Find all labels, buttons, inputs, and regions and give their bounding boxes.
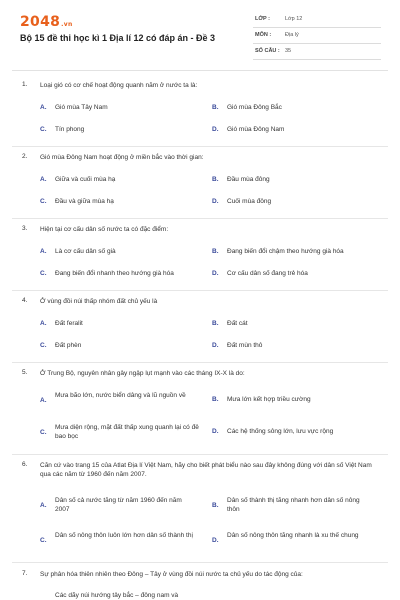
- option-letter: D.: [212, 428, 219, 435]
- option-letter: D.: [212, 126, 219, 133]
- question-divider: [12, 146, 388, 147]
- header-divider: [12, 70, 388, 71]
- logo-main: 2048: [20, 14, 61, 30]
- meta-row-subject: [253, 28, 381, 44]
- meta-value: Lớp 12: [285, 16, 303, 22]
- question-number: 4.: [22, 297, 28, 304]
- option-letter: B.: [212, 396, 219, 403]
- option-letter: A.: [40, 320, 47, 327]
- question-stem: Căn cứ vào trang 15 của Atlat Địa lí Việt Nam, hãy cho biết phát biểu nào sau đây không đúng với dân số Việt Nam qua các năm từ 1960 đến năm 2007.: [40, 462, 372, 478]
- question-2: [12, 153, 388, 213]
- option-text: Đầu mùa đông: [227, 176, 270, 183]
- question-stem: Sự phân hóa thiên nhiên theo Đông – Tây ở vùng đồi núi nước ta chủ yếu do tác động của:: [40, 571, 303, 578]
- option-text: Đất phèn: [55, 342, 82, 349]
- option-letter: A.: [40, 104, 47, 111]
- question-number: 7.: [22, 570, 28, 577]
- option-text: Gió mùa Tây Nam: [55, 104, 108, 111]
- question-4: [12, 297, 388, 357]
- question-divider: [12, 454, 388, 455]
- option-text: Cuối mùa đông: [227, 198, 272, 205]
- option-text: Đầu và giữa mùa hạ: [55, 198, 114, 205]
- option-text: Các hệ thống sông lớn, lưu vực rộng: [227, 428, 334, 435]
- option-text: Tín phong: [55, 126, 85, 133]
- question-stem: Hiện tại cơ cấu dân số nước ta có đặc điểm:: [40, 226, 169, 233]
- site-logo[interactable]: [20, 14, 73, 30]
- meta-value: Địa lý: [285, 32, 299, 38]
- meta-row-count: [253, 44, 381, 60]
- option-text: Dân số nông thôn luôn lớn hơn dân số thành thị: [55, 532, 193, 539]
- option-text: Gió mùa Đông Nam: [227, 126, 285, 133]
- option-letter: C.: [40, 126, 47, 133]
- question-1: [12, 81, 388, 141]
- question-stem: Ở Trung Bộ, nguyên nhân gây ngập lụt mạnh vào các tháng IX-X là do:: [40, 370, 245, 377]
- meta-key: LỚP :: [255, 16, 270, 22]
- option-letter: B.: [212, 176, 219, 183]
- question-divider: [12, 362, 388, 363]
- question-number: 2.: [22, 153, 28, 160]
- option-text: Đất feralit: [55, 320, 83, 327]
- question-number: 5.: [22, 369, 28, 376]
- question-divider: [12, 290, 388, 291]
- option-letter: C.: [40, 270, 47, 277]
- page-title: Bộ 15 đề thi học kì 1 Địa lí 12 có đáp án - Đề 3: [20, 33, 216, 43]
- option-letter: B.: [212, 502, 219, 509]
- option-text: Đang biến đổi nhanh theo hướng già hóa: [55, 270, 174, 277]
- option-letter: B.: [212, 104, 219, 111]
- option-letter: C.: [40, 342, 47, 349]
- option-text: Đất cát: [227, 320, 248, 327]
- option-letter: A.: [40, 176, 47, 183]
- question-divider: [12, 218, 388, 219]
- option-letter: A.: [40, 248, 47, 255]
- option-text: Giữa và cuối mùa hạ: [55, 176, 116, 183]
- option-letter: D.: [212, 198, 219, 205]
- meta-key: SỐ CÂU :: [255, 48, 280, 54]
- question-6: [12, 461, 388, 561]
- option-text: Mưa lớn kết hợp triều cường: [227, 396, 311, 403]
- option-letter: D.: [212, 270, 219, 277]
- option-text: Đang biến đổi chậm theo hướng già hóa: [227, 248, 344, 255]
- question-number: 6.: [22, 461, 28, 468]
- header: [0, 0, 400, 78]
- option-text: Gió mùa Đông Bắc: [227, 104, 282, 111]
- question-number: 1.: [22, 81, 28, 88]
- meta-row-class: [253, 12, 381, 28]
- option-text: Dân số nông thôn tăng nhanh là xu thế chung: [227, 532, 359, 539]
- question-stem: Ở vùng đồi núi thấp nhóm đất chủ yếu là: [40, 298, 158, 305]
- option-text: Cơ cấu dân số đang trẻ hóa: [227, 270, 308, 277]
- option-text: Dân số thành thị tăng nhanh hơn dân số nông thôn: [227, 497, 360, 513]
- question-number: 3.: [22, 225, 28, 232]
- option-letter: C.: [40, 429, 47, 436]
- option-letter: B.: [212, 320, 219, 327]
- question-stem: Loại gió có cơ chế hoạt động quanh năm ở nước ta là:: [40, 82, 198, 89]
- meta-value: 35: [285, 48, 292, 54]
- option-text: Đất mùn thô: [227, 342, 263, 349]
- option-text: Mưa diện rộng, mặt đất thấp xung quanh lại có đê bao bọc: [55, 424, 199, 440]
- option-letter: A.: [40, 397, 47, 404]
- option-text: Các dãy núi hướng tây bắc – đông nam và: [55, 592, 179, 599]
- option-letter: C.: [40, 198, 47, 205]
- option-letter: B.: [212, 248, 219, 255]
- option-letter: C.: [40, 537, 47, 544]
- option-letter: D.: [212, 537, 219, 544]
- meta-key: MÔN :: [255, 32, 272, 38]
- logo-sub: .vn: [61, 21, 73, 28]
- option-letter: A.: [40, 502, 47, 509]
- option-text: Dân số cả nước tăng từ năm 1960 đến năm 2007: [55, 497, 182, 513]
- question-divider: [12, 562, 388, 563]
- question-7: [12, 570, 388, 600]
- question-3: [12, 225, 388, 285]
- question-stem: Gió mùa Đông Nam hoạt động ở miền bắc vào thời gian:: [40, 154, 204, 161]
- question-5: [12, 369, 388, 449]
- option-text: Là cơ cấu dân số già: [55, 248, 116, 255]
- option-letter: D.: [212, 342, 219, 349]
- option-text: Mưa bão lớn, nước biển dâng và lũ nguồn về: [55, 392, 186, 399]
